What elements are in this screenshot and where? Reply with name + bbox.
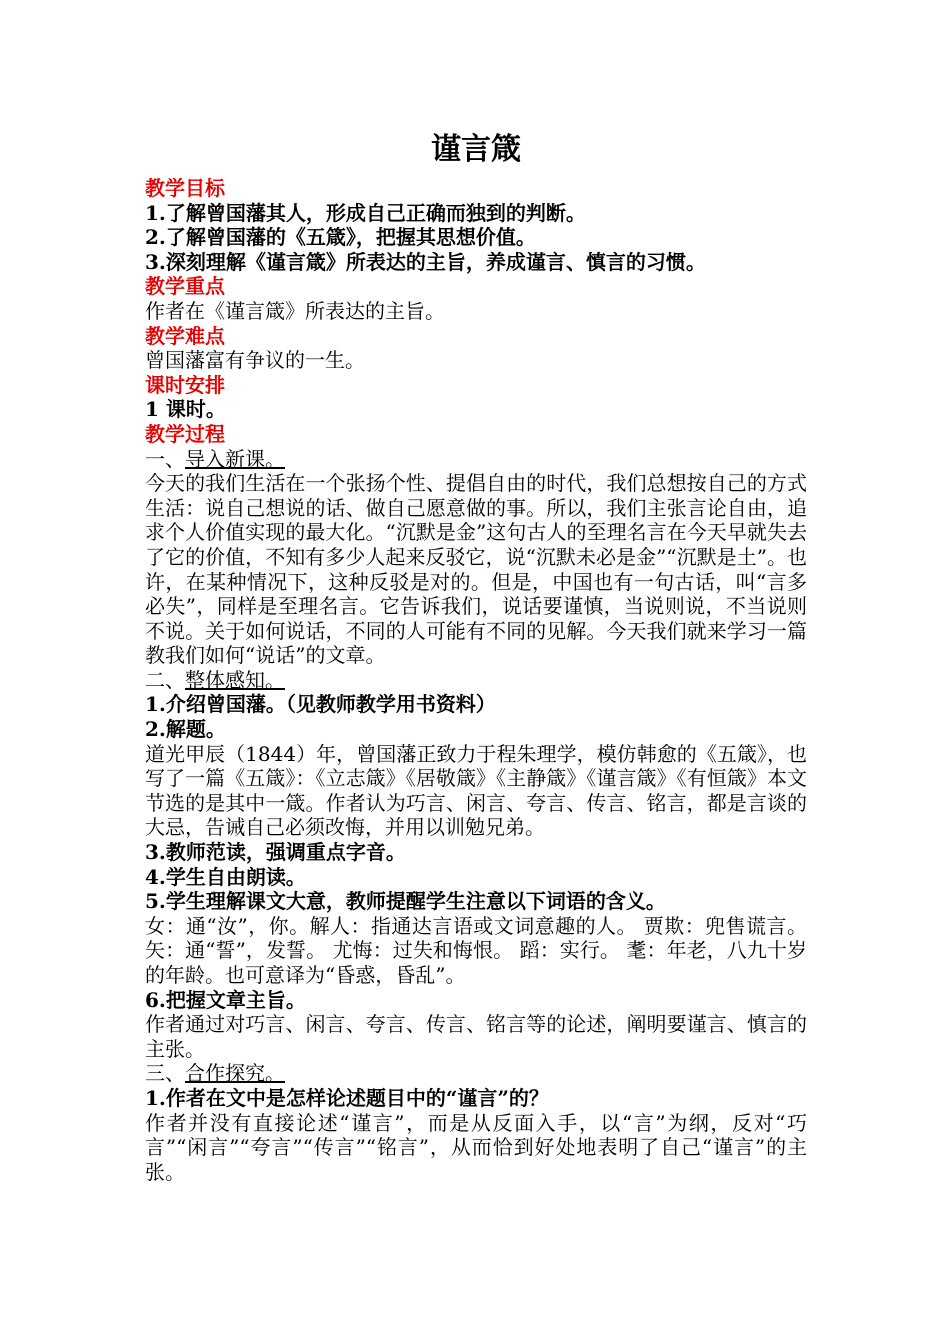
heading-focus: 教学重点 (145, 274, 225, 299)
section-2-heading (145, 668, 807, 693)
section-1-heading (145, 447, 807, 472)
objective-item-1: 1.了解曾国藩其人，形成自己正确而独到的判断。 (145, 200, 586, 225)
section-3-item-1-text: 作者并没有直接论述“谨言”，而是从反面入手，以“言”为纲，反对“巧言”“闲言”“夸言”“传言”“铭言”，从而恰到好处地表明了自己“谨言”的主张。 (145, 1110, 807, 1184)
section-3-title: 合作探究。 (185, 1061, 285, 1086)
section-2-item-2-text: 道光甲辰（1844）年，曾国藩正致力于程朱理学，模仿韩愈的《五箴》，也写了一篇《五箴》：《立志箴》《居敬箴》《主静箴》《谨言箴》《有恒箴》本文节选的是其中一箴。作者认为巧言、闲言、夸言、传言、铭言，都是言谈的大忌，告诫自己必须改悔，并用以训勉兄弟。 (145, 741, 807, 840)
heading-schedule: 课时安排 (145, 372, 225, 397)
heading-objectives: 教学目标 (145, 176, 225, 200)
section-2-item-2: 2.解题。 (145, 717, 226, 742)
focus-text: 作者在《谨言箴》所表达的主旨。 (145, 298, 445, 323)
section-2-item-6-text: 作者通过对巧言、闲言、夸言、传言、铭言等的论述，阐明要谨言、慎言的主张。 (145, 1012, 807, 1061)
schedule-text: 1 课时。 (145, 397, 226, 422)
document-page (145, 128, 807, 1184)
heading-difficulty: 教学难点 (145, 323, 225, 348)
objective-item-3: 3.深刻理解《谨言箴》所表达的主旨，养成谨言、慎言的习惯。 (145, 249, 706, 274)
objective-item-2: 2.了解曾国藩的《五箴》，把握其思想价值。 (145, 225, 536, 250)
section-1-number: 一、 (145, 446, 185, 471)
section-2-number: 二、 (145, 667, 185, 692)
section-2-item-3: 3.教师范读，强调重点字音。 (145, 840, 406, 865)
section-2-item-5: 5.学生理解课文大意，教师提醒学生注意以下词语的含义。 (145, 889, 666, 914)
section-2-item-6: 6.把握文章主旨。 (145, 987, 306, 1012)
section-3-heading (145, 1061, 807, 1086)
section-2-item-1: 1.介绍曾国藩。（见教师教学用书资料） (145, 692, 496, 717)
document-title: 谨言箴 (431, 132, 521, 167)
section-2-item-4: 4.学生自由朗读。 (145, 864, 306, 889)
section-2-title: 整体感知。 (185, 667, 285, 692)
section-1-title: 导入新课。 (185, 446, 285, 471)
heading-process: 教学过程 (145, 421, 225, 446)
section-1-paragraph: 今天的我们生活在一个张扬个性、提倡自由的时代，我们总想按自己的方式生活：说自己想说的话、做自己愿意做的事。所以，我们主张言论自由，追求个人价值实现的最大化。“沉默是金”这句古人的至理名言在今天早就失去了它的价值，不知有多少人起来反驳它，说“沉默未必是金”“沉默是土”。也许，在某种情况下，这种反驳是对的。但是，中国也有一句古话，叫“言多必失”，同样是至理名言。它告诉我们，说话要谨慎，当说则说，不当说则不说。关于如何说话，不同的人可能有不同的见解。今天我们就来学习一篇教我们如何“说话”的文章。 (145, 471, 807, 668)
difficulty-text: 曾国藩富有争议的一生。 (145, 348, 365, 373)
section-3-number: 三、 (145, 1061, 185, 1086)
section-3-item-1: 1.作者在文中是怎样论述题目中的“谨言”的？ (145, 1085, 549, 1110)
section-2-item-5-text: 女：通“汝”，你。解人：指通达言语或文词意趣的人。 贾欺：兜售谎言。 矢：通“誓”，发誓。 尤悔：过失和悔恨。 蹈：实行。 耄：年老，八九十岁的年龄。也可意译为“昏惑，昏乱”。 (145, 913, 807, 987)
